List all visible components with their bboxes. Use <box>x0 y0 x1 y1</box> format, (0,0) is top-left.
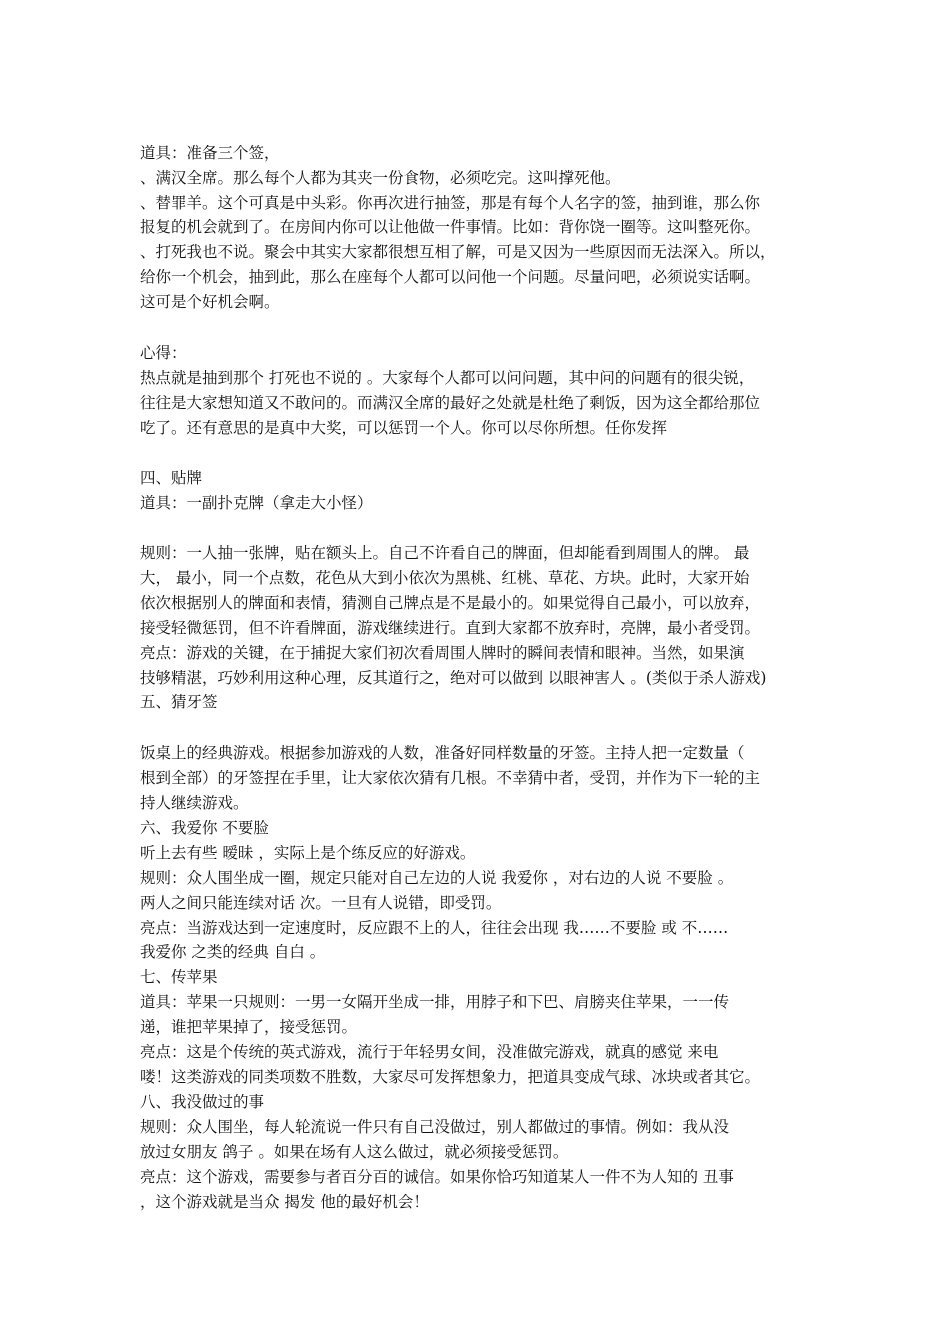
text-line: 喽！这类游戏的同类项数不胜数，大家尽可发挥想象力，把道具变成气球、冰块或者其它。 <box>140 1068 761 1086</box>
text-line: 、打死我也不说。聚会中其实大家都很想互相了解，可是又因为一些原因而无法深入。所以， <box>140 243 776 261</box>
text-line: 技够精湛，巧妙利用这种心理，反其道行之，绝对可以做到 以眼神害人 。(类似于杀人游戏) <box>140 669 767 687</box>
section-heading: 六、我爱你 不要脸 <box>140 819 269 837</box>
text-line: 这可是个好机会啊。 <box>140 293 280 311</box>
text-line: 规则：一人抽一张牌，贴在额头上。自己不许看自己的牌面，但却能看到周围人的牌。 最 <box>140 544 750 562</box>
text-line: 道具：准备三个签， <box>140 144 280 162</box>
text-line: 亮点：这是个传统的英式游戏，流行于年轻男女间，没准做完游戏，就真的感觉 来电 <box>140 1043 719 1061</box>
text-line: 道具：一副扑克牌（拿走大小怪） <box>140 494 373 512</box>
text-line: 、替罪羊。这个可真是中头彩。你再次进行抽签，那是有每个人名字的签，抽到谁，那么你 <box>140 194 761 212</box>
text-line: 放过女朋友 鸽子 。如果在场有人这么做过，就必须接受惩罚。 <box>140 1143 569 1161</box>
text-line: 吃了。还有意思的是真中大奖，可以惩罚一个人。你可以尽你所想。任你发挥 <box>140 419 668 437</box>
text-line: 亮点：当游戏达到一定速度时，反应跟不上的人，往往会出现 我……不要脸 或 不…… <box>140 919 729 937</box>
section-heading: 心得： <box>140 344 187 362</box>
text-line: 道具：苹果一只规则：一男一女隔开坐成一排，用脖子和下巴、肩膀夹住苹果，一一传 <box>140 993 730 1011</box>
text-line: 大， 最小，同一个点数，花色从大到小依次为黑桃、红桃、草花、方块。此时，大家开始 <box>140 569 750 587</box>
text-line: 热点就是抽到那个 打死也不说的 。大家每个人都可以问问题，其中问的问题有的很尖锐， <box>140 369 755 387</box>
text-line: 接受轻微惩罚，但不许看牌面，游戏继续进行。直到大家都不放弃时，亮牌，最小者受罚。 <box>140 619 761 637</box>
text-line: ，这个游戏就是当众 揭发 他的最好机会！ <box>140 1193 429 1211</box>
text-line: 根到全部）的牙签捏在手里，让大家依次猜有几根。不幸猜中者，受罚，并作为下一轮的主 <box>140 769 761 787</box>
text-line: 两人之间只能连续对话 次。一旦有人说错，即受罚。 <box>140 894 502 912</box>
section-heading: 七、传苹果 <box>140 968 218 986</box>
text-line: 报复的机会就到了。在房间内你可以让他做一件事情。比如：背你饶一圈等。这叫整死你。 <box>140 218 761 236</box>
text-line: 亮点：游戏的关键，在于捕捉大家们初次看周围人牌时的瞬间表情和眼神。当然，如果演 <box>140 644 745 662</box>
text-line: 依次根据别人的牌面和表情，猜测自己牌点是不是最小的。如果觉得自己最小，可以放弃， <box>140 594 761 612</box>
text-line: 亮点：这个游戏，需要参与者百分百的诚信。如果你恰巧知道某人一件不为人知的 丑事 <box>140 1168 734 1186</box>
text-line: 饭桌上的经典游戏。根据参加游戏的人数，准备好同样数量的牙签。主持人把一定数量（ <box>140 744 745 762</box>
section-heading: 八、我没做过的事 <box>140 1093 265 1111</box>
section-heading: 四、贴牌 <box>140 469 203 487</box>
text-line: 往往是大家想知道又不敢问的。而满汉全席的最好之处就是杜绝了剩饭，因为这全都给那位 <box>140 394 761 412</box>
text-line: 规则：众人围坐成一圈，规定只能对自己左边的人说 我爱你 ，对右边的人说 不要脸 。 <box>140 869 734 887</box>
text-line: 、满汉全席。那么每个人都为其夹一份食物，必须吃完。这叫撑死他。 <box>140 169 621 187</box>
text-line: 给你一个机会，抽到此，那么在座每个人都可以问他一个问题。尽量问吧，必须说实话啊。 <box>140 268 761 286</box>
text-line: 递，谁把苹果掉了，接受惩罚。 <box>140 1018 358 1036</box>
text-line: 持人继续游戏。 <box>140 794 249 812</box>
section-heading: 五、猜牙签 <box>140 693 218 711</box>
text-line: 规则：众人围坐，每人轮流说一件只有自己没做过，别人都做过的事情。例如：我从没 <box>140 1118 730 1136</box>
text-line: 听上去有些 暧昧 ，实际上是个练反应的好游戏。 <box>140 844 476 862</box>
text-line: 我爱你 之类的经典 自白 。 <box>140 943 326 961</box>
